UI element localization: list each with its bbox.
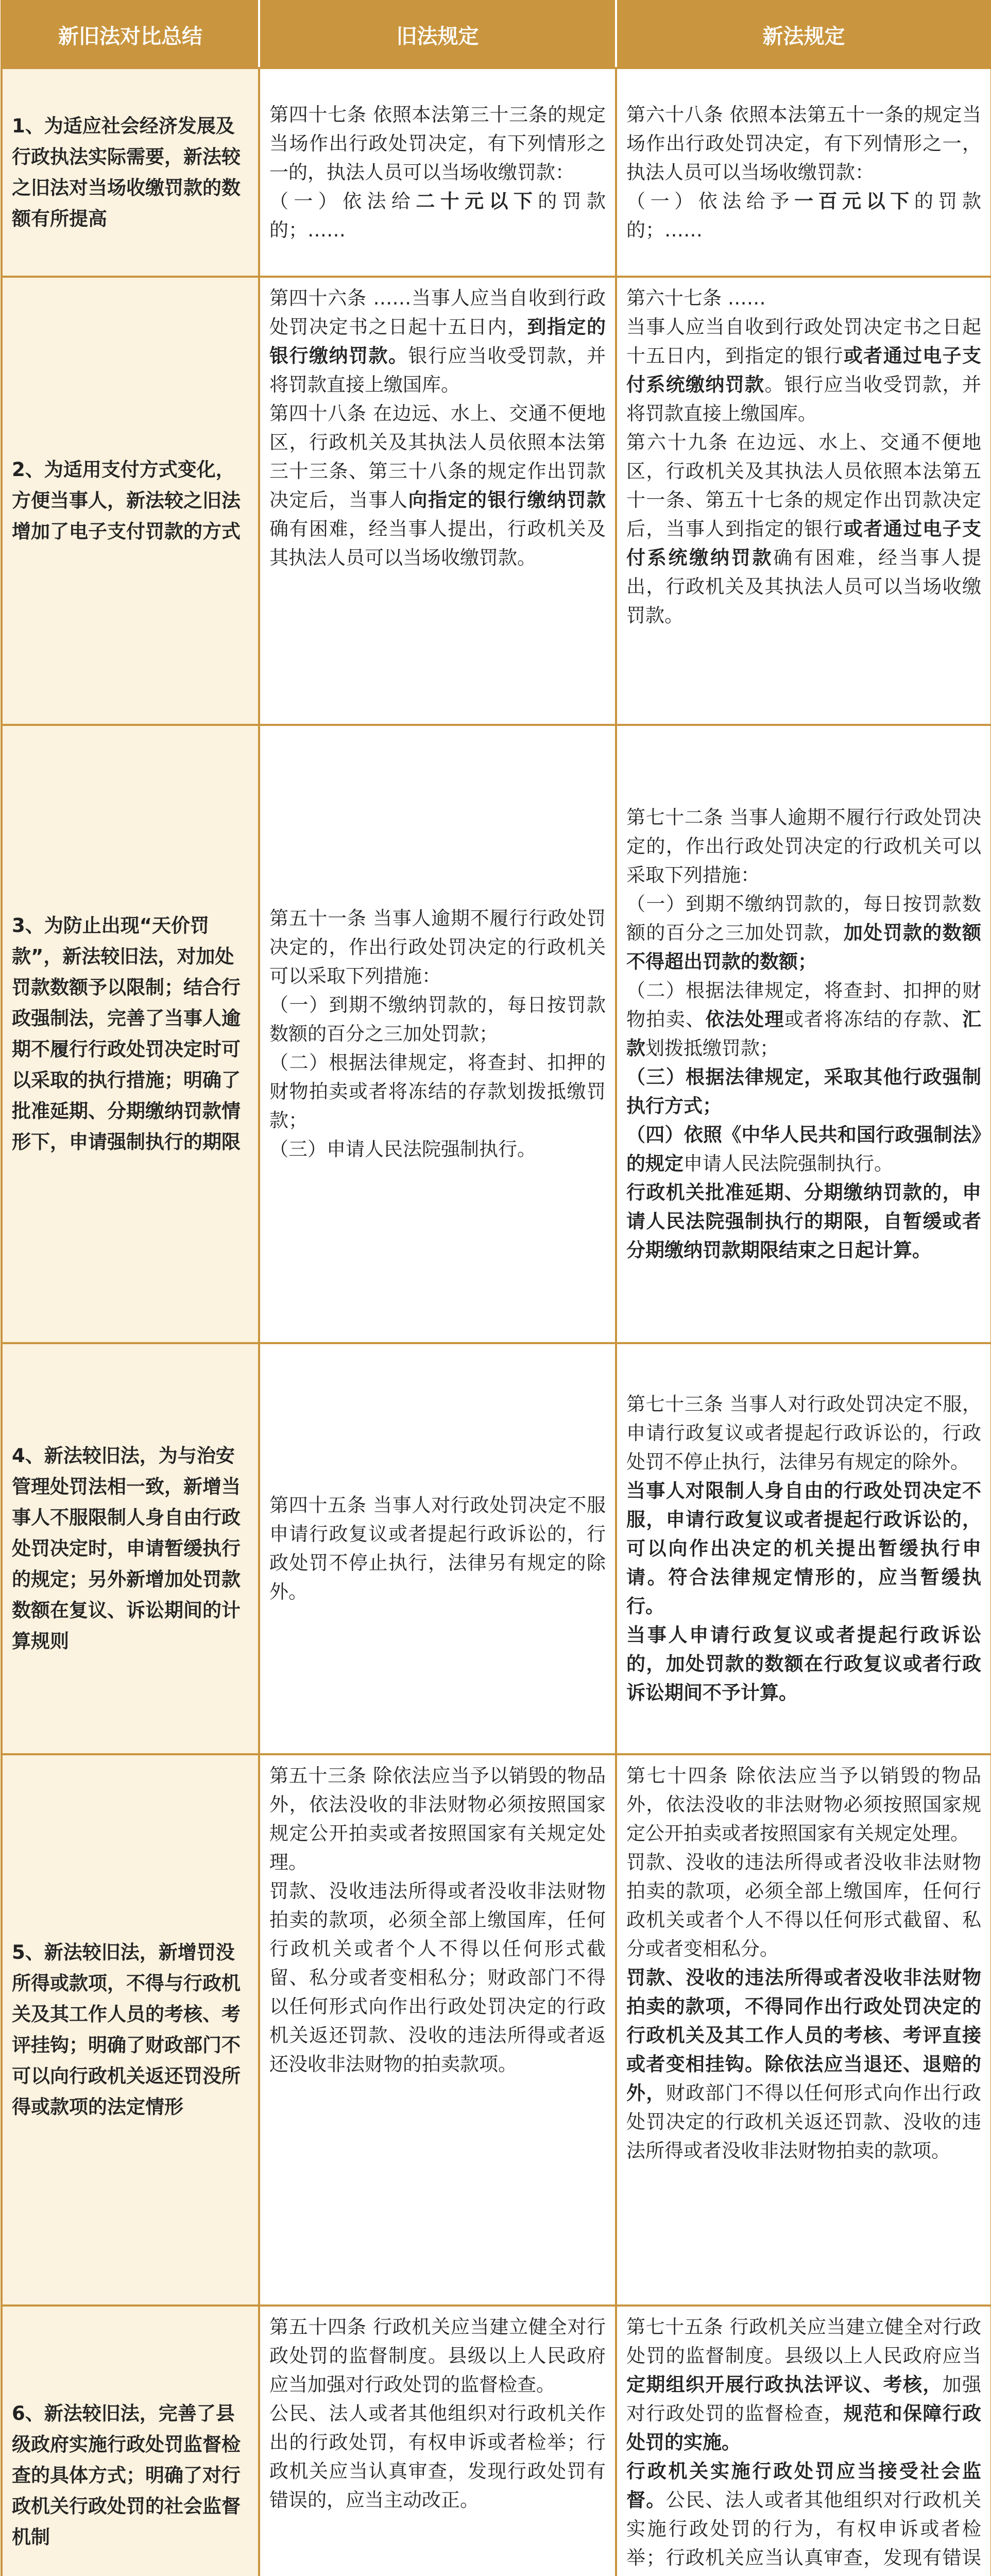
law-paragraph	[626, 1390, 981, 1477]
law-paragraph	[269, 187, 606, 245]
header-old-law: 旧法规定	[259, 1, 616, 68]
old-law-cell	[259, 277, 616, 725]
law-text: 第六十八条 依照本法第五十一条的规定当场作出行政处罚决定，有下列情形之一，执法人员可以当场收缴罚款：	[626, 103, 981, 183]
law-text: 或者将冻结的存款、	[784, 1008, 963, 1030]
changed-text: 或者通过电子支付系统缴纳罚款	[626, 345, 982, 396]
law-text: 确有困难，经当事人提出，行政机关及其执法人员可以当场收缴罚款。	[626, 547, 981, 626]
old-law-cell	[259, 1343, 616, 1754]
law-text: 当事人应当自收到行政处罚决定书之日起十五日内，到指定的银行	[626, 316, 981, 367]
law-text: （二）根据法律规定，将查封、扣押的财物拍卖、	[626, 979, 981, 1030]
summary-cell: 1、为适应社会经济发展及行政执法实际需要，新法较之旧法对当场收缴罚款的数额有所提高	[2, 68, 259, 277]
changed-text: （四）依照《中华人民共和国行政强制法》的规定	[626, 1124, 981, 1175]
law-paragraph	[269, 399, 606, 572]
law-text: 财政部门不得以任何形式向作出行政处罚决定的行政机关返还罚款、没收的违法所得或者没收非法财物拍卖的款项。	[626, 2082, 982, 2162]
law-paragraph	[626, 1178, 981, 1265]
new-law-cell	[616, 725, 991, 1343]
new-law-cell	[616, 1343, 991, 1754]
law-paragraph	[269, 991, 606, 1048]
law-paragraph	[269, 2399, 606, 2515]
law-paragraph	[626, 1848, 981, 1963]
law-text: 第七十二条 当事人逾期不履行行政处罚决定的，作出行政处罚决定的行政机关可以采取下列措施：	[626, 806, 981, 886]
changed-text: 一百元以下	[794, 190, 914, 212]
law-paragraph	[269, 1048, 606, 1135]
new-law-cell	[616, 277, 991, 725]
law-paragraph	[626, 187, 981, 245]
law-text: 第七十三条 当事人对行政处罚决定不服，申请行政复议或者提起行政诉讼的，行政处罚不停止执行，法律另有规定的除外。	[626, 1393, 981, 1473]
law-text: 的罚款的；……	[269, 190, 606, 241]
law-text: 第六十七条 ……	[626, 287, 766, 309]
law-text: （一）到期不缴纳罚款的，每日按罚款数额的百分之三加处罚款，	[626, 893, 981, 944]
changed-text: 当事人对限制人身自由的行政处罚决定不服，申请行政复议或者提起行政诉讼的，可以向作出决定的机关提出暂缓执行申请。符合法律规定情形的，应当暂缓执行。	[626, 1480, 981, 1617]
law-text: 第七十五条 行政机关应当建立健全对行政处罚的监督制度。县级以上人民政府应当	[626, 2316, 981, 2367]
summary-cell: 2、为适用支付方式变化，方便当事人，新法较之旧法增加了电子支付罚款的方式	[2, 277, 259, 725]
law-paragraph	[626, 803, 981, 890]
changed-text: 定期组织开展行政执法评议、考核，	[626, 2374, 943, 2396]
law-paragraph	[269, 284, 606, 399]
law-text: 第五十四条 行政机关应当建立健全对行政处罚的监督制度。县级以上人民政府应当加强对行政处罚的监督检查。	[269, 2316, 606, 2396]
law-paragraph	[626, 428, 981, 630]
law-text: 公民、法人或者其他组织对行政机关实施行政处罚的行为，有权申诉或者检举；行政机关应当认真审查，发现有错误	[626, 2489, 982, 2569]
new-law-cell	[616, 1754, 991, 2306]
summary-cell: 5、新法较旧法，新增罚没所得或款项，不得与行政机关及其工作人员的考核、考评挂钩；明确了财政部门不可以向行政机关返还罚没所得或款项的法定情形	[2, 1754, 259, 2306]
old-law-cell	[259, 1754, 616, 2306]
changed-text: 当事人申请行政复议或者提起行政诉讼的，加处罚款的数额在行政复议或者行政诉讼期间不予计算。	[626, 1624, 981, 1704]
law-text: 第五十三条 除依法应当予以销毁的物品外，依法没收的非法财物必须按照国家规定公开拍卖或者按照国家有关规定处理。	[269, 1765, 606, 1873]
law-paragraph	[626, 976, 981, 1063]
law-paragraph	[626, 2313, 981, 2457]
changed-text: 二十元以下	[416, 190, 538, 212]
changed-text: 加处罚款的数额不得超出罚款的数额；	[626, 922, 982, 973]
law-paragraph	[269, 1135, 606, 1164]
header-summary: 新旧法对比总结	[2, 1, 259, 68]
old-law-cell	[259, 68, 616, 277]
summary-cell: 6、新法较旧法，完善了县级政府实施行政处罚监督检查的具体方式；明确了对行政机关行政处罚的社会监督机制	[2, 2306, 259, 2576]
law-paragraph	[626, 100, 981, 187]
law-text: 第四十七条 依照本法第三十三条的规定当场作出行政处罚决定，有下列情形之一的，执法人员可以当场收缴罚款：	[269, 103, 606, 183]
law-paragraph	[269, 1491, 606, 1606]
law-text: 第六十九条 在边远、水上、交通不便地区，行政机关及其执法人员依照本法第五十一条、第五十七条的规定作出罚款决定后，当事人到指定的银行	[626, 431, 981, 540]
law-text: 确有困难，经当事人提出，行政机关及其执法人员可以当场收缴罚款。	[269, 518, 606, 569]
changed-text: 到指定的银行缴纳罚款。	[269, 316, 606, 367]
law-text: 公民、法人或者其他组织对行政机关作出的行政处罚，有权申诉或者检举；行政机关应当认真审查，发现行政处罚有错误的，应当主动改正。	[269, 2402, 606, 2511]
law-text: 。银行应当收受罚款，并将罚款直接上缴国库。	[626, 374, 982, 425]
old-law-cell	[259, 725, 616, 1343]
law-text: 申请人民法院强制执行。	[684, 1153, 893, 1175]
law-text: 第四十六条 ……当事人应当自收到行政处罚决定书之日起十五日内，	[269, 287, 606, 338]
law-paragraph	[626, 2457, 981, 2576]
table-row	[2, 277, 991, 725]
new-law-cell	[616, 68, 991, 277]
law-paragraph	[626, 284, 981, 313]
new-law-cell	[616, 2306, 991, 2576]
law-paragraph	[269, 1877, 606, 2079]
law-text: 第五十一条 当事人逾期不履行行政处罚决定的，作出行政处罚决定的行政机关可以采取下列措施：	[269, 907, 606, 987]
comparison-table	[1, 0, 991, 2576]
law-text: 的罚款的；……	[626, 190, 982, 241]
law-text: （一）到期不缴纳罚款的，每日按罚款数额的百分之三加处罚款；	[269, 994, 606, 1045]
changed-text: 依法处理	[705, 1008, 784, 1030]
law-paragraph	[269, 1761, 606, 1877]
changed-text: （三）根据法律规定，采取其他行政强制执行方式；	[626, 1066, 981, 1117]
law-text: （二）根据法律规定，将查封、扣押的财物拍卖或者将冻结的存款划拨抵缴罚款；	[269, 1052, 606, 1131]
law-text: 罚款、没收的违法所得或者没收非法财物拍卖的款项，必须全部上缴国库，任何行政机关或者个人不得以任何形式截留、私分或者变相私分。	[626, 1851, 981, 1960]
table-row	[2, 1343, 991, 1754]
changed-text: 罚款、没收的违法所得或者没收非法财物拍卖的款项，不得同作出行政处罚决定的行政机关及其工作人员的考核、考评直接或者变相挂钩。除依法应当退还、退赔的外，	[626, 1967, 981, 2104]
law-text: 划拨抵缴罚款；	[645, 1037, 779, 1059]
law-text: （三）申请人民法院强制执行。	[269, 1138, 536, 1160]
law-paragraph	[626, 1963, 981, 2165]
table-row	[2, 2306, 991, 2576]
law-text: （一）依法给	[269, 190, 416, 212]
law-text: 第四十八条 在边远、水上、交通不便地区，行政机关及其执法人员依照本法第三十三条、第三十八条的规定作出罚款决定后，当事人	[269, 402, 606, 511]
changed-text: 汇款	[626, 1008, 982, 1059]
table-row	[2, 1754, 991, 2306]
law-text: 罚款、没收违法所得或者没收非法财物拍卖的款项，必须全部上缴国库，任何行政机关或者个人不得以任何形式截留、私分或者变相私分；财政部门不得以任何形式向作出行政处罚决定的行政机关返还罚款、没收的违法所得或者返还没收非法财物的拍卖款项。	[269, 1880, 606, 2075]
summary-cell: 4、新法较旧法，为与治安管理处罚法相一致，新增当事人不服限制人身自由行政处罚决定时，申请暂缓执行的规定；另外新增加处罚款数额在复议、诉讼期间的计算规则	[2, 1343, 259, 1754]
law-paragraph	[626, 1121, 981, 1178]
law-text: 银行应当收受罚款，并将罚款直接上缴国库。	[269, 345, 606, 396]
table-row	[2, 68, 991, 277]
law-paragraph	[626, 313, 981, 428]
law-paragraph	[269, 100, 606, 187]
law-text: 第七十四条 除依法应当予以销毁的物品外，依法没收的非法财物必须按照国家规定公开拍卖或者按照国家有关规定处理。	[626, 1765, 981, 1844]
header-new-law: 新法规定	[616, 1, 991, 68]
table-header-row	[2, 1, 991, 68]
summary-cell: 3、为防止出现“天价罚款”，新法较旧法，对加处罚款数额予以限制；结合行政强制法，完善了当事人逾期不履行行政处罚决定时可以采取的执行措施；明确了批准延期、分期缴纳罚款情形下，申请强制执行的期限	[2, 725, 259, 1343]
law-paragraph	[626, 1063, 981, 1121]
law-paragraph	[626, 1477, 981, 1621]
table-row	[2, 725, 991, 1343]
changed-text: 或者通过电子支付系统缴纳罚款	[626, 518, 982, 569]
changed-text: 行政机关实施行政处罚应当接受社会监督。	[626, 2460, 981, 2511]
law-text: 第四十五条 当事人对行政处罚决定不服申请行政复议或者提起行政诉讼的，行政处罚不停止执行，法律另有规定的除外。	[269, 1494, 606, 1603]
law-text: 加强对行政处罚的监督检查，	[626, 2374, 982, 2425]
law-text: （一）依法给予	[626, 190, 794, 212]
changed-text: 行政机关批准延期、分期缴纳罚款的，申请人民法院强制执行的期限，自暂缓或者分期缴纳罚款期限结束之日起计算。	[626, 1181, 981, 1261]
law-paragraph	[269, 2313, 606, 2399]
old-law-cell	[259, 2306, 616, 2576]
changed-text: 向指定的银行缴纳罚款	[408, 489, 606, 511]
law-paragraph	[626, 890, 981, 976]
law-paragraph	[626, 1761, 981, 1848]
changed-text: 规范和保障行政处罚的实施。	[626, 2402, 982, 2453]
law-paragraph	[269, 904, 606, 991]
law-paragraph	[626, 1621, 981, 1707]
